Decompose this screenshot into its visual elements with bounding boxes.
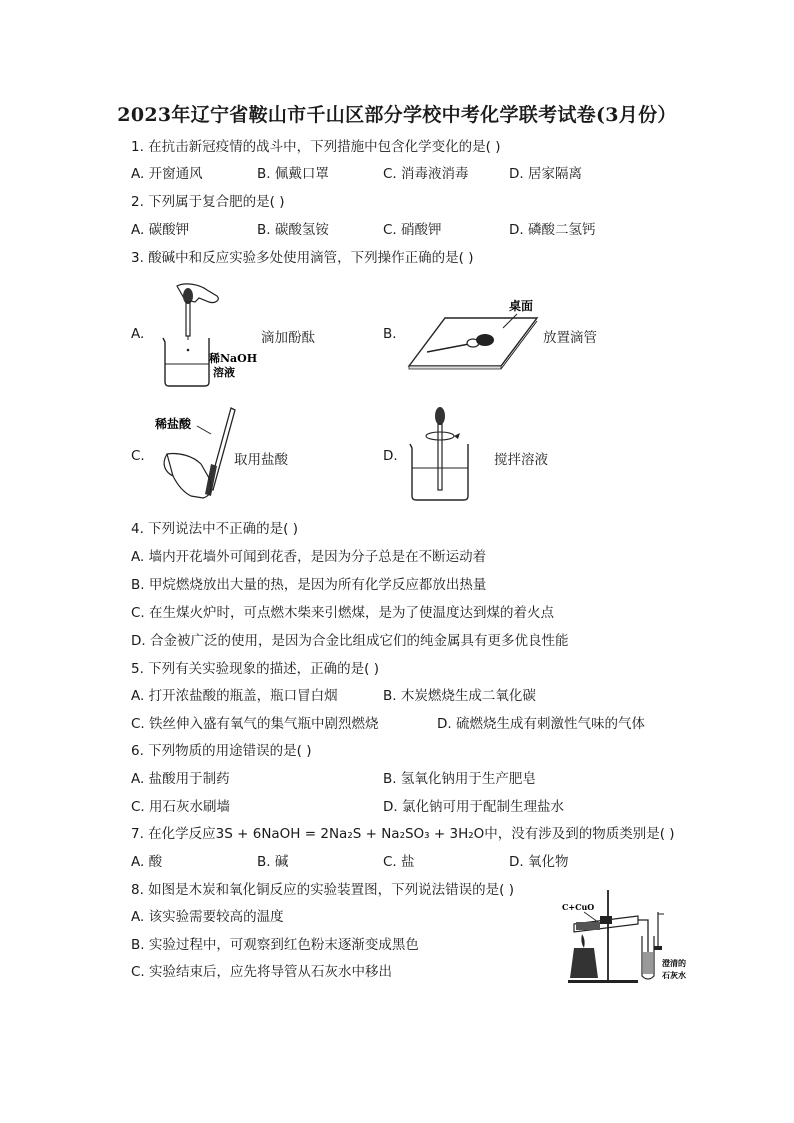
q2-option-b: B. 碳酸氢铵 <box>257 222 329 238</box>
question-5-stem: 5. 下列有关实验现象的描述，正确的是( ) <box>131 661 379 677</box>
carbon-copper-oxide-apparatus <box>560 886 700 986</box>
question-2-stem: 2. 下列属于复合肥的是( ) <box>131 194 285 210</box>
dropper-beaker-illustration <box>155 282 258 392</box>
q8-option-b: B. 实验过程中，可观察到红色粉末逐渐变成黑色 <box>131 937 419 953</box>
q1-option-b: B. 佩戴口罩 <box>257 166 329 182</box>
question-3-stem: 3. 酸碱中和反应实验多处使用滴管，下列操作正确的是( ) <box>131 250 474 266</box>
question-8-stem: 8. 如图是木炭和氧化铜反应的实验装置图，下列说法错误的是( ) <box>131 882 514 898</box>
naoh-label-2: 溶液 <box>213 366 235 379</box>
q3-option-b-letter: B. <box>383 326 397 342</box>
question-4-stem: 4. 下列说法中不正确的是( ) <box>131 521 298 537</box>
q8-option-a: A. 该实验需要较高的温度 <box>131 909 284 925</box>
q4-option-b: B. 甲烷燃烧放出大量的热，是因为所有化学反应都放出热量 <box>131 577 487 593</box>
q1-option-a: A. 开窗通风 <box>131 166 203 182</box>
q6-option-b: B. 氢氧化钠用于生产肥皂 <box>383 771 536 787</box>
q3-option-c-label: 取用盐酸 <box>234 452 288 468</box>
q5-option-d: D. 硫燃烧生成有刺激性气味的气体 <box>437 716 645 732</box>
q5-option-b: B. 木炭燃烧生成二氧化碳 <box>383 688 536 704</box>
stirring-dropper-illustration <box>404 404 474 504</box>
q7-option-d: D. 氧化物 <box>509 854 569 870</box>
acid-label: 稀盐酸 <box>155 417 192 431</box>
q3-option-b-label: 放置滴管 <box>543 330 597 346</box>
q6-option-a: A. 盐酸用于制药 <box>131 771 230 787</box>
q5-option-c: C. 铁丝伸入盛有氧气的集气瓶中剧烈燃烧 <box>131 716 379 732</box>
lime-label-2: 石灰水 <box>662 970 686 980</box>
q3-option-d-letter: D. <box>383 448 398 464</box>
q2-option-a: A. 碳酸钾 <box>131 222 190 238</box>
tube-label: C+CuO <box>562 902 595 912</box>
question-7-stem: 7. 在化学反应3S + 6NaOH = 2Na₂S + Na₂SO₃ + 3H₂O中，没有涉及到的物质类别是( ) <box>131 826 675 842</box>
q3-option-c-letter: C. <box>131 448 145 464</box>
q7-option-c: C. 盐 <box>383 854 415 870</box>
q2-option-c: C. 硝酸钾 <box>383 222 442 238</box>
q1-option-c: C. 消毒液消毒 <box>383 166 469 182</box>
page-title: 2023年辽宁省鞍山市千山区部分学校中考化学联考试卷(3月份） <box>117 104 677 126</box>
q6-option-c: C. 用石灰水刷墙 <box>131 799 231 815</box>
table-label: 桌面 <box>509 299 534 313</box>
q3-option-a-label: 滴加酚酞 <box>261 330 315 346</box>
naoh-label: 稀NaOH <box>209 352 258 365</box>
q7-option-a: A. 酸 <box>131 854 163 870</box>
q8-option-c: C. 实验结束后，应先将导管从石灰水中移出 <box>131 964 393 980</box>
question-1-stem: 1. 在抗击新冠疫情的战斗中，下列措施中包含化学变化的是( ) <box>131 139 501 155</box>
q6-option-d: D. 氯化钠可用于配制生理盐水 <box>383 799 564 815</box>
hydrochloric-acid-dropper-illustration <box>153 404 238 504</box>
q4-option-c: C. 在生煤火炉时，可点燃木柴来引燃煤，是为了使温度达到煤的着火点 <box>131 605 555 621</box>
lime-label: 澄清的 <box>662 958 686 968</box>
q3-option-d-label: 搅拌溶液 <box>494 452 548 468</box>
q7-option-b: B. 碱 <box>257 854 289 870</box>
q3-option-a-letter: A. <box>131 326 145 342</box>
table-dropper-illustration <box>405 292 540 372</box>
q1-option-d: D. 居家隔离 <box>509 166 582 182</box>
q4-option-d: D. 合金被广泛的使用，是因为合金比组成它们的纯金属具有更多优良性能 <box>131 633 569 649</box>
q5-option-a: A. 打开浓盐酸的瓶盖，瓶口冒白烟 <box>131 688 338 704</box>
q2-option-d: D. 磷酸二氢钙 <box>509 222 596 238</box>
question-6-stem: 6. 下列物质的用途错误的是( ) <box>131 743 312 759</box>
q4-option-a: A. 墙内开花墙外可闻到花香，是因为分子总是在不断运动着 <box>131 549 487 565</box>
